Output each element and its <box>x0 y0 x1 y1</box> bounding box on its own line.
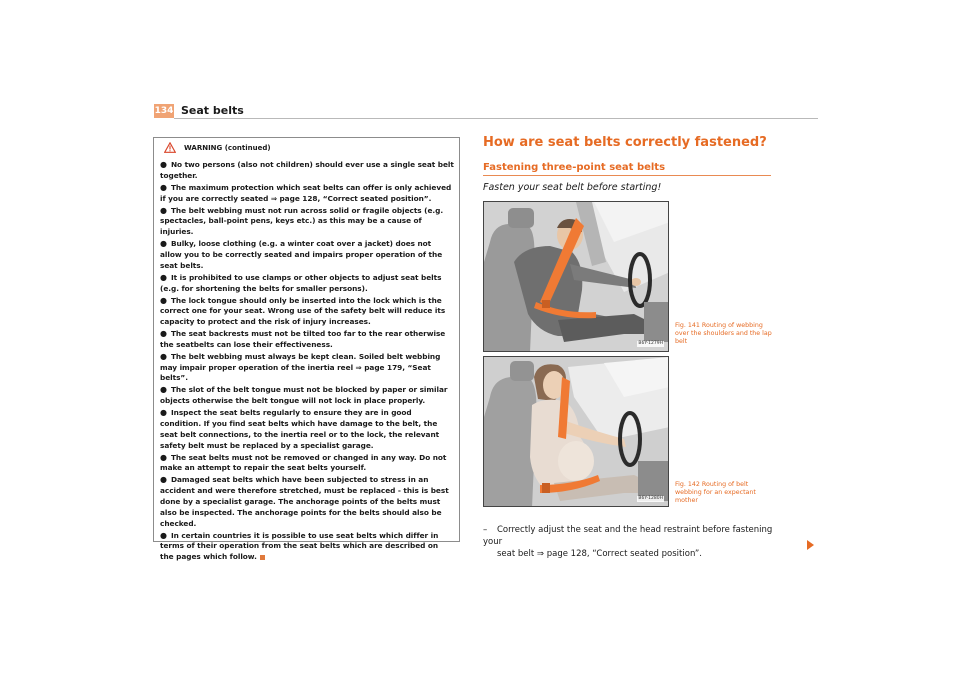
warning-item-text: The seat belts must not be removed or changed in any way. Do not make an attempt to repair the seat belts yourself. <box>160 452 447 473</box>
bullet-icon: ● <box>160 295 167 305</box>
warning-box <box>153 137 460 562</box>
bullet-icon: ● <box>160 408 167 418</box>
section-end-marker-icon <box>260 555 265 560</box>
intro-text: Fasten your seat belt before starting! <box>483 182 662 193</box>
step-line-1: Correctly adjust the seat and the head restraint before fastening your <box>483 525 773 547</box>
bullet-icon: ● <box>160 160 167 169</box>
bullet-icon: ● <box>160 452 167 462</box>
subsection-title: Fastening three-point seat belts <box>483 162 666 173</box>
bullet-icon: ● <box>160 475 167 485</box>
warning-item-text: The maximum protection which seat belts can offer is only achieved if you are correctly seated ⇒ page 128, “Correct seated position”. <box>160 182 452 203</box>
bullet-icon: ● <box>160 239 167 249</box>
warning-item <box>160 206 454 238</box>
warning-list <box>160 160 454 564</box>
warning-item <box>160 160 454 182</box>
section-title: How are seat belts correctly fastened? <box>483 135 767 150</box>
warning-item <box>160 453 454 475</box>
bullet-icon: ● <box>160 205 167 215</box>
header-divider <box>174 118 818 119</box>
warning-item-text: No two persons (also not children) should ever use a single seat belt together. <box>160 160 454 180</box>
warning-item <box>160 296 454 328</box>
step-dash: – <box>483 525 488 535</box>
warning-item-text: Damaged seat belts which have been subjected to stress in an accident and were therefore stretched, must be replaced - this is best done by a specialist garage. The anchorage points of the belts must also be inspected. The anchorage points for the belts should also be checked. <box>160 475 449 528</box>
bullet-icon: ● <box>160 329 167 339</box>
expectant-mother-belt-illustration <box>484 357 669 507</box>
warning-item-text: The slot of the belt tongue must not be blocked by paper or similar objects otherwise the belt tongue will not lock in place properly. <box>160 385 448 406</box>
warning-item-text: The lock tongue should only be inserted into the lock which is the correct one for your seat. Wrong use of the safety belt will reduce its capacity to protect and the risk of injury increases. <box>160 295 446 327</box>
warning-item <box>160 273 454 295</box>
warning-heading-text: WARNING (continued) <box>184 143 271 152</box>
page-number: 134 <box>154 106 174 116</box>
figure-141 <box>483 201 669 352</box>
instruction-step <box>483 524 775 560</box>
figure-142 <box>483 356 669 507</box>
warning-item <box>160 329 454 351</box>
figure-141-caption: Fig. 141 Routing of webbing over the shoulders and the lap belt <box>675 322 772 345</box>
continue-arrow-icon <box>807 535 814 554</box>
bullet-icon: ● <box>160 272 167 282</box>
bullet-icon: ● <box>160 385 167 395</box>
warning-item-text: It is prohibited to use clamps or other objects to adjust seat belts (e.g. for shortening the belts for smaller persons). <box>160 272 442 293</box>
figure-code: B6Y-1279H <box>638 341 663 346</box>
page-header-title: Seat belts <box>181 104 244 117</box>
subsection-divider <box>483 175 771 176</box>
warning-item-text: In certain countries it is possible to use seat belts which differ in terms of their operation from the seat belts which are described on the pages which follow. <box>160 530 439 562</box>
warning-item <box>160 183 454 205</box>
warning-item <box>160 239 454 271</box>
warning-item-text: The belt webbing must not run across solid or fragile objects (e.g. spectacles, ball-point pens, keys etc.) as this may be a cause of injuries. <box>160 205 444 237</box>
figure-code: B6Y-1280H <box>638 496 663 501</box>
warning-item-text: The seat backrests must not be tilted too far to the rear otherwise the seatbelts can lose their effectiveness. <box>160 329 446 349</box>
warning-triangle-icon <box>164 142 176 153</box>
driver-belt-illustration <box>484 202 669 352</box>
warning-item-text: Inspect the seat belts regularly to ensure they are in good condition. If you find seat belts which have damage to the belt, the seat belt connections, to the inertia reel or to the lock, the relevant safety belt must be replaced by a specialist garage. <box>160 408 440 450</box>
warning-item <box>160 385 454 407</box>
step-line-2: seat belt ⇒ page 128, “Correct seated position”. <box>497 549 702 559</box>
bullet-icon: ● <box>160 530 167 540</box>
warning-item-text: Bulky, loose clothing (e.g. a winter coat over a jacket) does not allow you to be correctly seated and impairs proper operation of the seat belts. <box>160 239 443 270</box>
warning-item <box>160 475 454 529</box>
warning-item-text: The belt webbing must always be kept clean. Soiled belt webbing may impair proper operation of the inertia reel ⇒ page 179, “Seat belts”. <box>160 351 441 383</box>
warning-item <box>160 531 454 563</box>
bullet-icon: ● <box>160 182 167 192</box>
figure-142-caption: Fig. 142 Routing of belt webbing for an expectant mother <box>675 481 756 504</box>
bullet-icon: ● <box>160 351 167 361</box>
warning-heading <box>164 142 271 153</box>
warning-item <box>160 352 454 384</box>
warning-item <box>160 408 454 451</box>
